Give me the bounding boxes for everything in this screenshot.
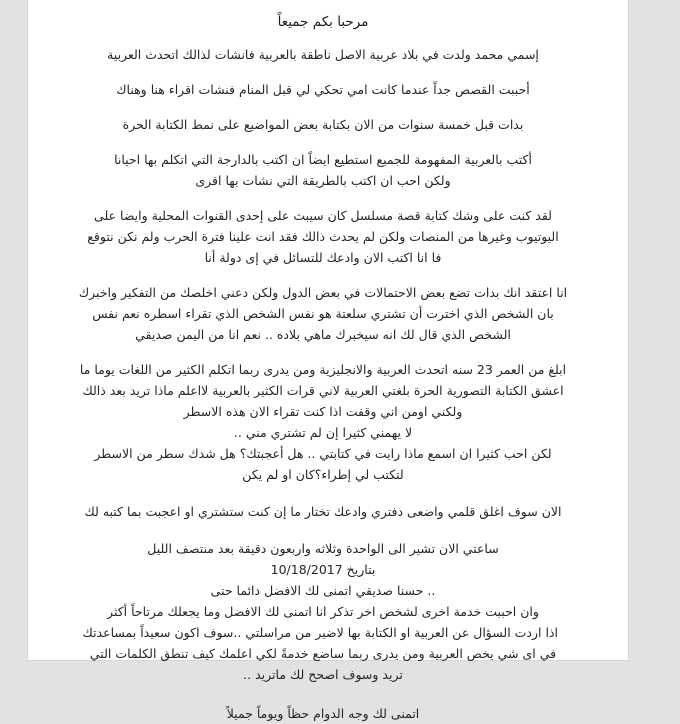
signoff-line: تريد وسوف اصحح لك ماتريد ..	[243, 667, 403, 682]
paragraph-series	[88, 205, 558, 268]
document-body	[28, 0, 628, 724]
paragraph-assumptions	[78, 282, 568, 345]
text-line: إسمي محمد ولدت في بلاد عربية الاصل ناطقة بالعربية فانشات لذالك اتحدث العربية	[107, 47, 539, 62]
text-line: ولكن احب ان اكتب بالطريقة التي نشات بها اقرى	[195, 173, 451, 188]
text-line: أكتب بالعربية المفهومة للجميع استطيع ايضاً ان اكتب بالدارجة التي اتكلم بها احيانا	[114, 152, 532, 167]
signoff-line: في اى شي يخص العربية ومن يدرى ربما ساضع خدمةً لكي اعلمك كيف تنطق الكلمات التي	[89, 646, 557, 661]
paragraph-age	[79, 359, 567, 485]
text-line: أحببت القصص جداً عندما كانت امي تحكي لي قبل المنام فنشات اقراء هنا وهناك	[116, 82, 530, 97]
paragraph-closing-pen	[84, 501, 562, 522]
text-line: الشخص الذي قال لك انه سيخبرك ماهي بلاده .. نعم انا من اليمن صديقي	[135, 327, 511, 342]
paragraph-stories	[88, 79, 558, 100]
text-line: لا يهمني كثيرا إن لم تشتري مني ..	[233, 425, 413, 440]
paragraph-started-writing	[88, 114, 558, 135]
paragraph-intro	[88, 44, 558, 65]
clock-line: ساعتي الان تشير الى الواحدة وثلاثه واربعون دقيقة بعد منتصف الليل	[147, 541, 499, 556]
signoff-line: وان احببت خدمة اخرى لشخص اخر تذكر انا اتمنى لك الافضل وما يجعلك مرتاحاً أكثر	[107, 604, 539, 619]
text-line: ابلغ من العمر 23 سنه اتحدث العربية والانجليزية ومن يدرى ربما اتكلم الكثير من اللغات يوما ما	[79, 362, 567, 377]
text-line: فا انا اكتب الان وادعك للتسائل في إى دولة أنا	[204, 250, 442, 265]
text-line: بدات قبل خمسة سنوات من الان بكتابة بعض المواضيع على نمط الكتابة الحرة	[122, 117, 524, 132]
farewell-line: اتمنى لك وجه الدوام حظاً ويوماً جميلاً	[226, 706, 420, 721]
page-title: مرحبا بكم جميعاً	[277, 14, 369, 30]
text-line: ولكني اومن اني وقفت اذا كنت تقراء الان هذه الاسطر	[183, 404, 463, 419]
signoff-line: .. حسنا صديقي اتمنى لك الافضل دائما حتى	[210, 583, 436, 598]
text-line: لقد كنت على وشك كتابة قصة مسلسل كان سيبث على إحدى القنوات المحلية وايضا على	[94, 208, 552, 223]
document-page	[28, 0, 628, 721]
date-line: بتاريخ 10/18/2017	[270, 562, 376, 577]
signoff-line: اذا اردت السؤال عن العربية او الكتابة بها لاضير من مراسلتي ..سوف اكون سعيداً بمساعدتك	[82, 625, 558, 640]
text-line: اليوتيوب وغيرها من المنصات ولكن لم يحدث ذالك فقد انت علينا فترة الحرب ولم نكن نتوقع	[87, 229, 559, 244]
paragraph-dialect	[88, 149, 558, 191]
text-line: انا اعتقد انك بدات تضع بعض الاحتمالات في بعض الدول ولكن دعني اخلصك من التفكير واخبرك	[78, 285, 568, 300]
text-line: الان سوف اغلق قلمي واضعى دفتري وادعك تختار ما إن كنت ستشتري او اعجبت بما كتبه لك	[84, 504, 562, 519]
text-line: بان الشخص الذي اخترت أن تشتري سلعتة هو نفس الشخص الذي تقراء اسطره نعم نفس	[92, 306, 554, 321]
text-line: لكن احب كثيرا ان اسمع ماذا رايت في كتابتي .. هل أعجبتك؟ هل شدك سطر من الاسطر	[94, 446, 552, 461]
text-line: لتكتب لي إطراء؟كان او لم يكن	[242, 467, 404, 482]
text-line: اعشق الكتابة التصورية الحرة بلغتي العربية لاني قرات الكثير بالعربية لااعلم ماذا تريد بعد ذالك	[82, 383, 564, 398]
